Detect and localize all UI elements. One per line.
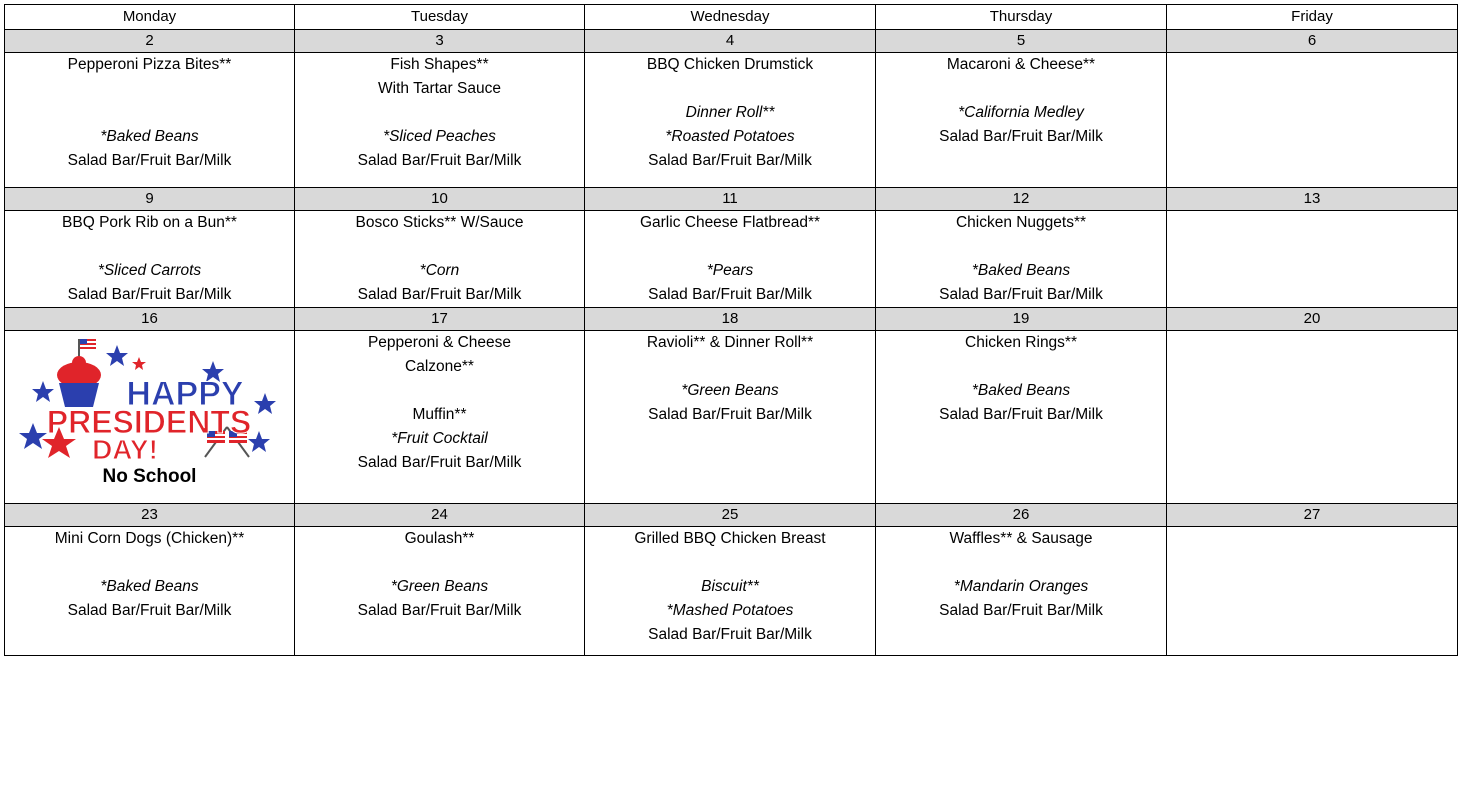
menu-row — [5, 331, 1458, 504]
menu-item: Salad Bar/Fruit Bar/Milk — [648, 286, 812, 303]
menu-spacer — [5, 77, 294, 101]
menu-spacer — [585, 77, 875, 101]
date-number-thursday: 19 — [876, 308, 1167, 331]
menu-item: Grilled BBQ Chicken Breast — [634, 530, 826, 547]
menu-item: *Mandarin Oranges — [953, 578, 1089, 595]
date-number-wednesday: 18 — [585, 308, 876, 331]
menu-item: *Baked Beans — [100, 128, 199, 145]
no-school-label: No School — [102, 466, 197, 487]
weekday-wednesday: Wednesday — [585, 5, 876, 30]
presidents-day-graphic — [5, 331, 294, 491]
menu-item: *Roasted Potatoes — [665, 128, 795, 145]
menu-item: Salad Bar/Fruit Bar/Milk — [648, 152, 812, 169]
menu-item: *Sliced Carrots — [97, 262, 202, 279]
menu-item: Pepperoni Pizza Bites** — [67, 56, 232, 73]
menu-item: Salad Bar/Fruit Bar/Milk — [357, 602, 522, 619]
menu-item: Bosco Sticks** W/Sauce — [355, 214, 524, 231]
menu-cell-friday — [1167, 527, 1458, 656]
menu-cell-monday — [5, 53, 295, 188]
date-number-thursday: 5 — [876, 30, 1167, 53]
date-row — [5, 308, 1458, 331]
date-number-thursday: 26 — [876, 504, 1167, 527]
menu-item: *Pears — [706, 262, 754, 279]
date-number-monday: 2 — [5, 30, 295, 53]
menu-item: Chicken Nuggets** — [955, 214, 1087, 231]
menu-item: Salad Bar/Fruit Bar/Milk — [67, 152, 232, 169]
menu-item: BBQ Pork Rib on a Bun** — [62, 214, 237, 231]
date-number-tuesday: 3 — [295, 30, 585, 53]
date-number-wednesday: 11 — [585, 188, 876, 211]
menu-item: Calzone** — [405, 358, 474, 375]
weekday-tuesday: Tuesday — [295, 5, 585, 30]
menu-spacer — [876, 77, 1166, 101]
menu-cell-tuesday — [295, 527, 585, 656]
date-number-friday: 27 — [1167, 504, 1458, 527]
menu-spacer — [295, 379, 584, 403]
menu-spacer — [5, 101, 294, 125]
menu-spacer — [876, 355, 1166, 379]
menu-item: Fish Shapes** — [390, 56, 489, 73]
date-row — [5, 30, 1458, 53]
menu-cell-thursday — [876, 331, 1167, 504]
menu-item: Garlic Cheese Flatbread** — [639, 214, 821, 231]
menu-cell-wednesday — [585, 211, 876, 308]
menu-item: *California Medley — [958, 104, 1084, 121]
date-number-tuesday: 10 — [295, 188, 585, 211]
menu-spacer — [5, 235, 294, 259]
date-number-thursday: 12 — [876, 188, 1167, 211]
menu-cell-friday — [1167, 53, 1458, 188]
date-number-tuesday: 17 — [295, 308, 585, 331]
menu-item: Dinner Roll** — [685, 104, 775, 121]
menu-item: *Fruit Cocktail — [391, 430, 488, 447]
date-number-friday: 20 — [1167, 308, 1458, 331]
menu-cell-wednesday — [585, 331, 876, 504]
menu-item: Salad Bar/Fruit Bar/Milk — [67, 602, 232, 619]
menu-cell-wednesday — [585, 53, 876, 188]
menu-cell-thursday — [876, 527, 1167, 656]
menu-cell-monday — [5, 211, 295, 308]
menu-spacer — [876, 235, 1166, 259]
menu-cell-tuesday — [295, 53, 585, 188]
date-number-monday: 16 — [5, 308, 295, 331]
menu-cell-tuesday — [295, 211, 585, 308]
menu-item: With Tartar Sauce — [378, 80, 501, 97]
menu-item: Salad Bar/Fruit Bar/Milk — [648, 626, 812, 643]
menu-cell-thursday — [876, 53, 1167, 188]
menu-item: *Green Beans — [681, 382, 779, 399]
menu-row — [5, 527, 1458, 656]
presidents-day-clipart — [13, 335, 285, 463]
menu-spacer — [585, 355, 875, 379]
menu-cell-monday — [5, 331, 295, 504]
menu-row — [5, 211, 1458, 308]
menu-item: Macaroni & Cheese** — [946, 56, 1096, 73]
weekday-friday: Friday — [1167, 5, 1458, 30]
menu-item: Salad Bar/Fruit Bar/Milk — [67, 286, 232, 303]
menu-item: Salad Bar/Fruit Bar/Milk — [648, 406, 812, 423]
date-number-wednesday: 4 — [585, 30, 876, 53]
menu-item: Biscuit** — [701, 578, 759, 595]
menu-item: Goulash** — [404, 530, 475, 547]
menu-item: Salad Bar/Fruit Bar/Milk — [939, 128, 1103, 145]
menu-item: *Sliced Peaches — [383, 128, 496, 145]
menu-spacer — [585, 551, 875, 575]
menu-cell-tuesday — [295, 331, 585, 504]
menu-cell-monday — [5, 527, 295, 656]
menu-item: BBQ Chicken Drumstick — [646, 56, 814, 73]
date-row — [5, 188, 1458, 211]
menu-cell-friday — [1167, 331, 1458, 504]
menu-item: Chicken Rings** — [965, 334, 1077, 351]
calendar-table — [4, 4, 1458, 656]
date-number-wednesday: 25 — [585, 504, 876, 527]
menu-spacer — [5, 551, 294, 575]
holiday-line-2: PRESIDENTS — [46, 404, 252, 440]
date-row — [5, 504, 1458, 527]
date-number-monday: 23 — [5, 504, 295, 527]
weekday-monday: Monday — [5, 5, 295, 30]
menu-item: Salad Bar/Fruit Bar/Milk — [939, 406, 1103, 423]
menu-spacer — [585, 235, 875, 259]
holiday-line-3: DAY! — [92, 434, 158, 463]
weekday-thursday: Thursday — [876, 5, 1167, 30]
calendar-body — [5, 30, 1458, 656]
menu-spacer — [876, 551, 1166, 575]
date-number-monday: 9 — [5, 188, 295, 211]
date-number-friday: 13 — [1167, 188, 1458, 211]
weekday-header-row — [5, 5, 1458, 30]
date-number-tuesday: 24 — [295, 504, 585, 527]
menu-item: Salad Bar/Fruit Bar/Milk — [357, 152, 522, 169]
menu-cell-thursday — [876, 211, 1167, 308]
menu-item: Salad Bar/Fruit Bar/Milk — [939, 602, 1103, 619]
menu-cell-friday — [1167, 211, 1458, 308]
menu-item: *Corn — [419, 262, 460, 279]
menu-item: *Baked Beans — [100, 578, 199, 595]
menu-item: *Mashed Potatoes — [666, 602, 794, 619]
menu-cell-wednesday — [585, 527, 876, 656]
holiday-line-1: HAPPY — [126, 375, 244, 413]
menu-item: Pepperoni & Cheese — [367, 334, 512, 351]
menu-spacer — [295, 101, 584, 125]
menu-item: Mini Corn Dogs (Chicken)** — [54, 530, 245, 547]
menu-item: Salad Bar/Fruit Bar/Milk — [939, 286, 1103, 303]
menu-item: *Green Beans — [390, 578, 489, 595]
menu-item: *Baked Beans — [971, 262, 1071, 279]
menu-item: Muffin** — [412, 406, 467, 423]
date-number-friday: 6 — [1167, 30, 1458, 53]
menu-item: *Baked Beans — [971, 382, 1071, 399]
menu-spacer — [295, 235, 584, 259]
menu-item: Salad Bar/Fruit Bar/Milk — [357, 454, 522, 471]
menu-row — [5, 53, 1458, 188]
menu-item: Ravioli** & Dinner Roll** — [646, 334, 814, 351]
menu-item: Waffles** & Sausage — [949, 530, 1093, 547]
menu-item: Salad Bar/Fruit Bar/Milk — [357, 286, 522, 303]
menu-spacer — [295, 551, 584, 575]
